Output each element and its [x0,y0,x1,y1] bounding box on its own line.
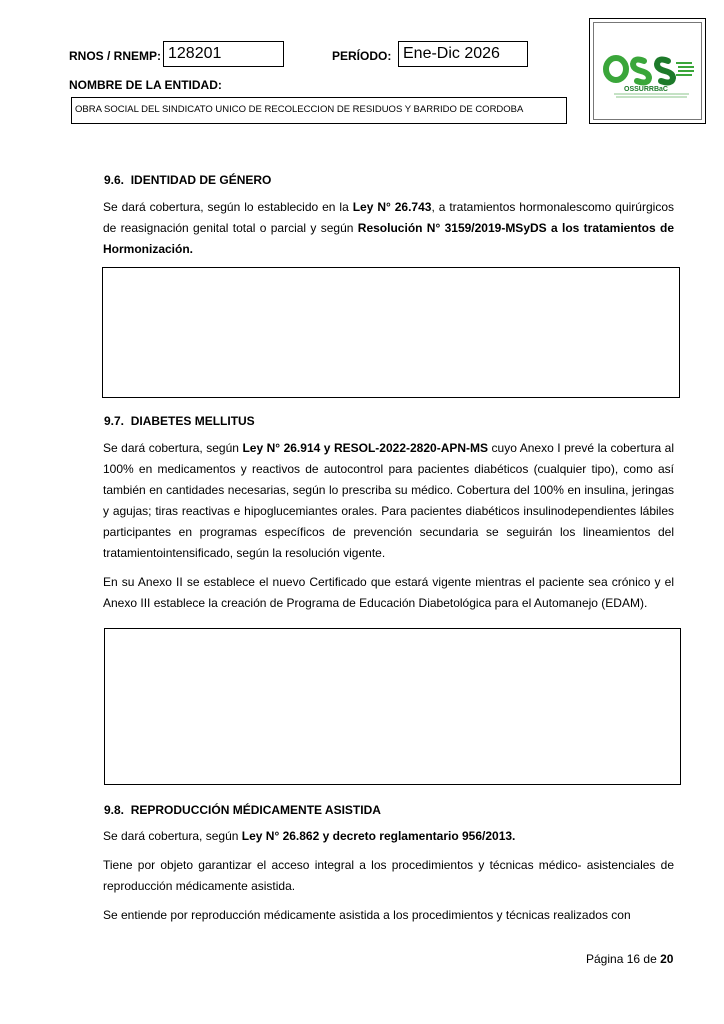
paragraph [103,826,674,847]
paragraph [103,572,674,614]
page-word: Página [586,952,624,966]
section-9-6-title [104,173,271,187]
section-number: 9.8. [104,803,125,817]
rnos-field[interactable]: 128201 [163,41,284,67]
periodo-label: PERÍODO: [332,49,392,63]
page-number [586,952,673,966]
entidad-label: NOMBRE DE LA ENTIDAD: [69,78,222,92]
logo-inner-frame [593,22,702,120]
text-run: En su Anexo II se establece el nuevo Certificado que estará vigente mientras el paciente sea crónico y el Anexo III establece la creación de Programa de Educación Diabetológica para el Automanejo (EDAM). [103,575,674,610]
text-run: Se dará cobertura, según lo establecido en la [103,200,353,214]
section-number: 9.6. [104,173,125,187]
bold-run: Ley N° 26.862 y decreto reglamentario 956/2013. [241,829,516,843]
page-of: de [643,952,657,966]
paragraph [103,197,674,260]
text-run: cuyo Anexo I prevé la cobertura al 100% en medicamentos y reactivos de autocontrol para pacientes diabéticos (cualquier tipo), como así también en cantidades necesarias, según lo prescriba su médico. Cobertura del 100% en insulina, jeringas y agujas; tiras reactivas e hipoglucemiantes orales. Para pacientes diabéticos insulinodependientes lábiles participantes en programas específicos de prevención secundaria se seguirán los lineamientos del tratamientointensificado, según la resolución vigente. [103,441,674,560]
section-title-text: REPRODUCCIÓN MÉDICAMENTE ASISTIDA [130,803,381,817]
section-9-8-title [104,803,381,817]
page-current: 16 [626,952,641,966]
rnos-label: RNOS / RNEMP: [69,49,162,63]
section-9-7-title [104,414,255,428]
oss-logo-icon [594,23,701,119]
text-run: Tiene por objeto garantizar el acceso integral a los procedimientos y técnicas médico- asistenciales de reproducción médicamente asistida. [103,858,674,893]
section-9-7-body [103,438,674,614]
entity-logo [589,18,706,124]
paragraph [103,438,674,564]
section-9-7-answer-box[interactable] [104,628,681,785]
text-run: , a tratamientos hormonalescomo quirúrgicos de reasignación genital total o parcial y según [103,200,674,235]
section-title-text: DIABETES MELLITUS [130,414,255,428]
section-title-text: IDENTIDAD DE GÉNERO [130,173,272,187]
section-9-8-body [103,826,674,926]
page-total: 20 [660,952,674,966]
text-run: Se dará cobertura, según [103,829,242,843]
entidad-field[interactable]: OBRA SOCIAL DEL SINDICATO UNICO DE RECOLECCION DE RESIDUOS Y BARRIDO DE CORDOBA [71,97,567,124]
section-9-6-answer-box[interactable] [102,267,680,398]
paragraph [103,855,674,897]
section-9-6-body [103,197,674,260]
bold-run: Ley N° 26.743 [352,200,432,214]
paragraph [103,905,674,926]
bold-run: Ley N° 26.914 y RESOL-2022-2820-APN-MS [242,441,489,455]
periodo-field[interactable]: Ene-Dic 2026 [398,41,528,67]
section-number: 9.7. [104,414,125,428]
text-run: Se dará cobertura, según [103,441,243,455]
bold-run: Resolución N° 3159/2019-MSyDS a los tratamientos de Hormonización. [103,221,675,256]
logo-name: OSSURRBaC [624,86,668,93]
text-run: Se entiende por reproducción médicamente asistida a los procedimientos y técnicas realizados con [103,908,631,922]
